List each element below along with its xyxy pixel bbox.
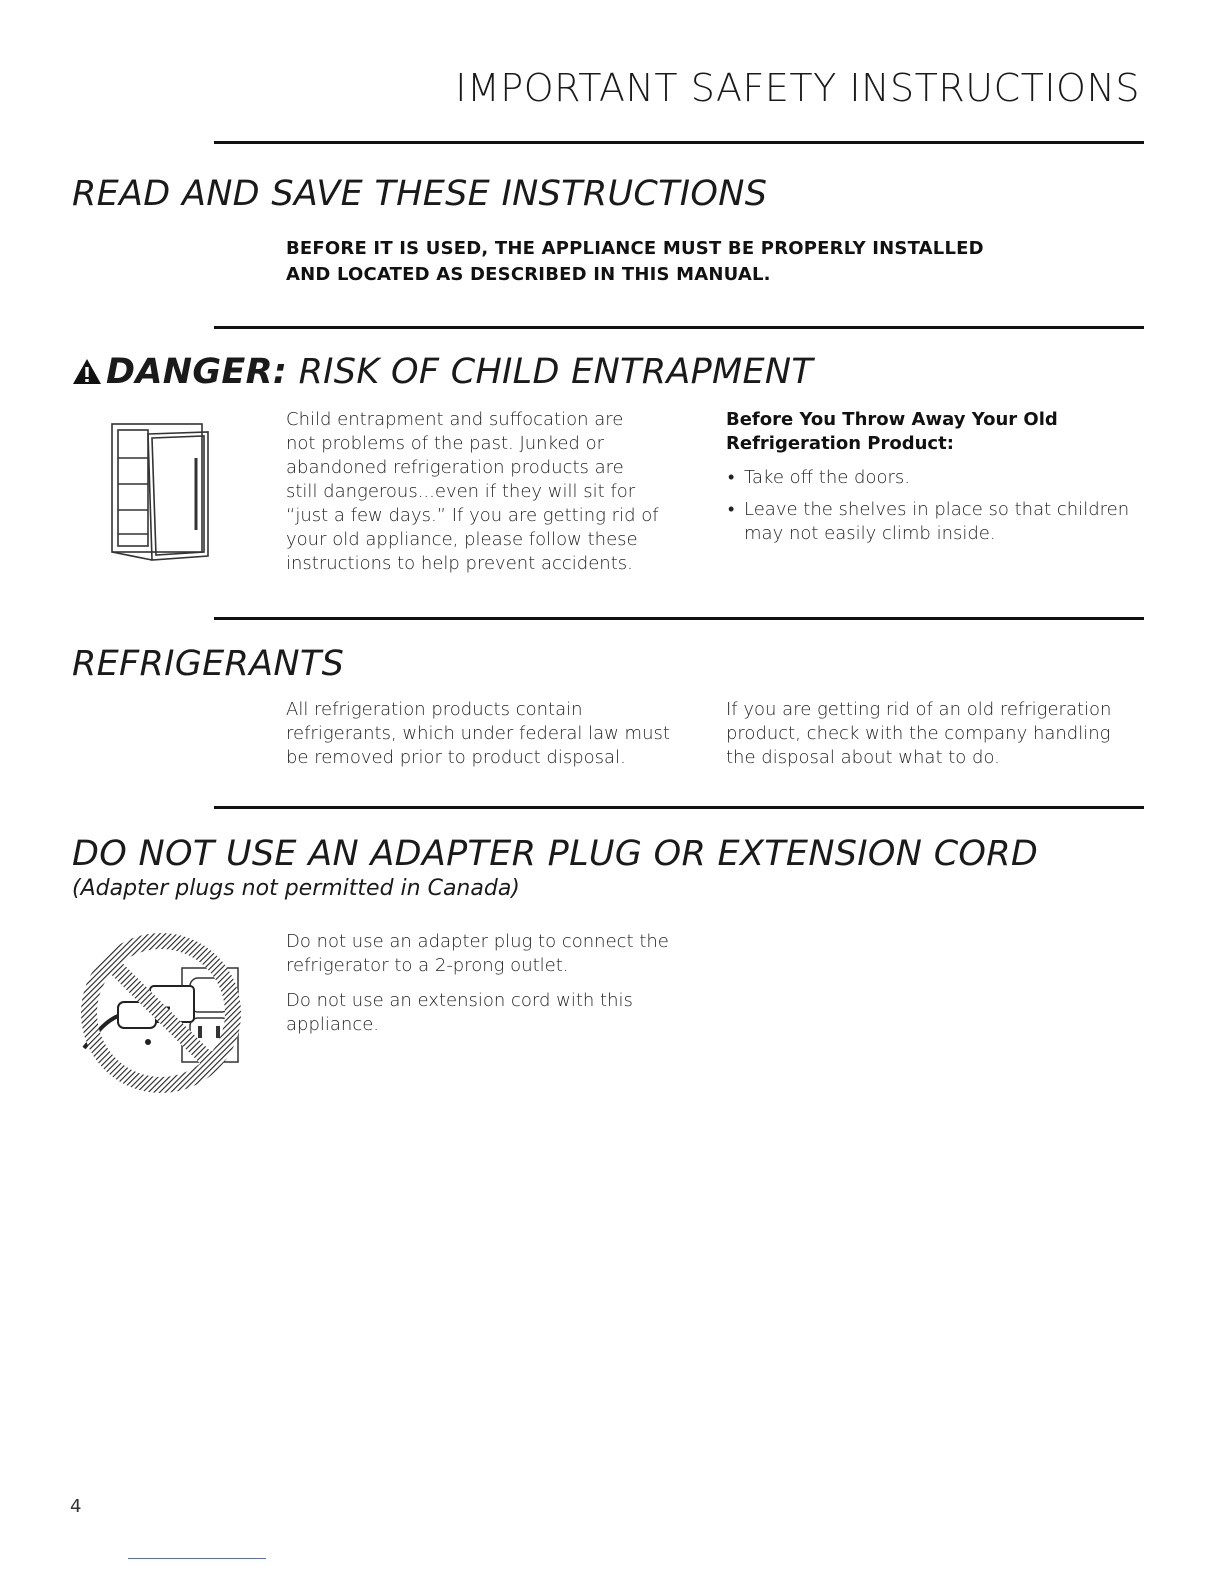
page-header-title: IMPORTANT SAFETY INSTRUCTIONS [455,66,1140,110]
list-item: • Leave the shelves in place so that children may not easily climb inside. [726,498,1146,546]
section-title-danger [72,352,813,394]
text-line: refrigerator to a 2-prong outlet. [286,955,569,976]
section-title-refrigerants: REFRIGERANTS [72,644,345,684]
danger-label: DANGER: [106,352,288,392]
text-line: not problems of the past. Junked or [286,433,604,454]
refrigerator-icon [108,418,220,570]
text-line: “just a few days.” If you are getting rid of [286,505,659,526]
install-warning-line2: AND LOCATED AS DESCRIBED IN THIS MANUAL. [286,264,771,285]
text-line: Do not use an extension cord with this [286,990,633,1011]
adapter-paragraph-2 [286,989,706,1037]
divider [214,617,1144,620]
adapter-paragraph-1 [286,930,706,978]
refrigerants-right-text [726,698,1146,770]
text-line: the disposal about what to do. [726,747,1000,768]
danger-title: RISK OF CHILD ENTRAPMENT [298,352,814,392]
text-line: If you are getting rid of an old refrigeration [726,699,1112,720]
disposal-subhead-line2: Refrigeration Product: [726,433,954,454]
text-line: Child entrapment and suffocation are [286,409,624,430]
text-line: product, check with the company handling [726,723,1111,744]
install-warning-line1: BEFORE IT IS USED, THE APPLIANCE MUST BE PROPERLY INSTALLED [286,238,984,259]
install-warning [286,236,1046,288]
text-line: be removed prior to product disposal. [286,747,626,768]
refrigerants-left-text [286,698,706,770]
divider [214,141,1144,144]
text-line: Do not use an adapter plug to connect the [286,931,669,952]
text-line: instructions to help prevent accidents. [286,553,633,574]
no-adapter-plug-icon [78,930,244,1100]
text-line: refrigerants, which under federal law must [286,723,670,744]
divider [214,326,1144,329]
disposal-instructions [726,408,1146,554]
text-line: All refrigeration products contain [286,699,583,720]
text-line: abandoned refrigeration products are [286,457,624,478]
adapter-body [286,930,706,1037]
section-subtitle-canada: (Adapter plugs not permitted in Canada) [72,876,520,901]
text-line: still dangerous...even if they will sit for [286,481,636,502]
danger-body [286,408,706,576]
section-title-read-save: READ AND SAVE THESE INSTRUCTIONS [72,174,768,214]
disposal-subhead-line1: Before You Throw Away Your Old [726,409,1058,430]
footer-underline [128,1558,266,1559]
text-line: your old appliance, please follow these [286,529,638,550]
divider [214,806,1144,809]
page-number: 4 [70,1496,82,1517]
list-item: • Take off the doors. [726,466,1146,490]
text-line: appliance. [286,1014,380,1035]
warning-triangle-icon [72,354,102,394]
disposal-bullet-list [726,466,1146,546]
section-title-adapter: DO NOT USE AN ADAPTER PLUG OR EXTENSION CORD [72,834,1039,874]
